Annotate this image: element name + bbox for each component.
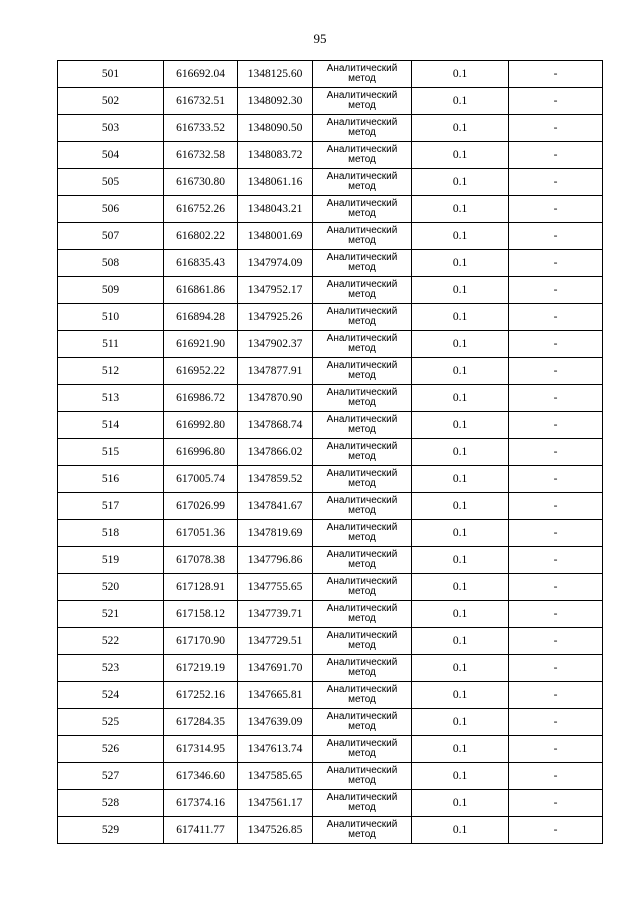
accuracy-cell: 0.1 [412, 682, 509, 709]
method-cell: Аналитический метод [313, 790, 412, 817]
page-number: 95 [313, 31, 327, 46]
x-coordinate-cell: 617252.16 [164, 682, 238, 709]
note-cell: - [509, 763, 603, 790]
table-row [58, 304, 603, 331]
point-number-cell: 503 [58, 115, 164, 142]
x-coordinate-cell: 616732.58 [164, 142, 238, 169]
method-cell: Аналитический метод [313, 169, 412, 196]
method-cell: Аналитический метод [313, 628, 412, 655]
y-coordinate-cell: 1348125.60 [238, 61, 313, 88]
x-coordinate-cell: 616692.04 [164, 61, 238, 88]
method-cell: Аналитический метод [313, 358, 412, 385]
accuracy-cell: 0.1 [412, 574, 509, 601]
x-coordinate-cell: 616952.22 [164, 358, 238, 385]
method-cell: Аналитический метод [313, 520, 412, 547]
x-coordinate-cell: 617346.60 [164, 763, 238, 790]
y-coordinate-cell: 1348092.30 [238, 88, 313, 115]
note-cell: - [509, 331, 603, 358]
accuracy-cell: 0.1 [412, 628, 509, 655]
coordinates-table-body [58, 61, 603, 844]
y-coordinate-cell: 1347796.86 [238, 547, 313, 574]
table-row [58, 439, 603, 466]
table-row [58, 115, 603, 142]
x-coordinate-cell: 616992.80 [164, 412, 238, 439]
accuracy-cell: 0.1 [412, 196, 509, 223]
method-cell: Аналитический метод [313, 250, 412, 277]
x-coordinate-cell: 617158.12 [164, 601, 238, 628]
y-coordinate-cell: 1347561.17 [238, 790, 313, 817]
y-coordinate-cell: 1347866.02 [238, 439, 313, 466]
method-cell: Аналитический метод [313, 277, 412, 304]
method-cell: Аналитический метод [313, 412, 412, 439]
note-cell: - [509, 601, 603, 628]
point-number-cell: 521 [58, 601, 164, 628]
accuracy-cell: 0.1 [412, 142, 509, 169]
y-coordinate-cell: 1348090.50 [238, 115, 313, 142]
note-cell: - [509, 142, 603, 169]
x-coordinate-cell: 616802.22 [164, 223, 238, 250]
y-coordinate-cell: 1347585.65 [238, 763, 313, 790]
table-row [58, 277, 603, 304]
table-row [58, 682, 603, 709]
point-number-cell: 508 [58, 250, 164, 277]
accuracy-cell: 0.1 [412, 520, 509, 547]
method-cell: Аналитический метод [313, 682, 412, 709]
table-row [58, 385, 603, 412]
accuracy-cell: 0.1 [412, 358, 509, 385]
method-cell: Аналитический метод [313, 466, 412, 493]
y-coordinate-cell: 1347859.52 [238, 466, 313, 493]
method-cell: Аналитический метод [313, 115, 412, 142]
method-cell: Аналитический метод [313, 331, 412, 358]
table-row [58, 142, 603, 169]
method-cell: Аналитический метод [313, 385, 412, 412]
point-number-cell: 501 [58, 61, 164, 88]
method-cell: Аналитический метод [313, 223, 412, 250]
method-cell: Аналитический метод [313, 574, 412, 601]
point-number-cell: 518 [58, 520, 164, 547]
x-coordinate-cell: 616861.86 [164, 277, 238, 304]
y-coordinate-cell: 1347729.51 [238, 628, 313, 655]
y-coordinate-cell: 1347639.09 [238, 709, 313, 736]
x-coordinate-cell: 617411.77 [164, 817, 238, 844]
point-number-cell: 528 [58, 790, 164, 817]
point-number-cell: 505 [58, 169, 164, 196]
y-coordinate-cell: 1348043.21 [238, 196, 313, 223]
point-number-cell: 507 [58, 223, 164, 250]
y-coordinate-cell: 1347819.69 [238, 520, 313, 547]
table-row [58, 763, 603, 790]
accuracy-cell: 0.1 [412, 736, 509, 763]
table-row [58, 250, 603, 277]
note-cell: - [509, 574, 603, 601]
y-coordinate-cell: 1347877.91 [238, 358, 313, 385]
note-cell: - [509, 385, 603, 412]
x-coordinate-cell: 617219.19 [164, 655, 238, 682]
point-number-cell: 519 [58, 547, 164, 574]
x-coordinate-cell: 617170.90 [164, 628, 238, 655]
y-coordinate-cell: 1347870.90 [238, 385, 313, 412]
note-cell: - [509, 169, 603, 196]
note-cell: - [509, 520, 603, 547]
x-coordinate-cell: 616921.90 [164, 331, 238, 358]
accuracy-cell: 0.1 [412, 547, 509, 574]
accuracy-cell: 0.1 [412, 709, 509, 736]
y-coordinate-cell: 1347974.09 [238, 250, 313, 277]
note-cell: - [509, 115, 603, 142]
point-number-cell: 510 [58, 304, 164, 331]
point-number-cell: 520 [58, 574, 164, 601]
point-number-cell: 514 [58, 412, 164, 439]
point-number-cell: 522 [58, 628, 164, 655]
x-coordinate-cell: 616752.26 [164, 196, 238, 223]
table-row [58, 223, 603, 250]
note-cell: - [509, 736, 603, 763]
note-cell: - [509, 61, 603, 88]
x-coordinate-cell: 616835.43 [164, 250, 238, 277]
accuracy-cell: 0.1 [412, 88, 509, 115]
note-cell: - [509, 277, 603, 304]
point-number-cell: 506 [58, 196, 164, 223]
accuracy-cell: 0.1 [412, 655, 509, 682]
table-row [58, 412, 603, 439]
accuracy-cell: 0.1 [412, 277, 509, 304]
note-cell: - [509, 547, 603, 574]
y-coordinate-cell: 1348083.72 [238, 142, 313, 169]
method-cell: Аналитический метод [313, 763, 412, 790]
y-coordinate-cell: 1347925.26 [238, 304, 313, 331]
x-coordinate-cell: 617026.99 [164, 493, 238, 520]
accuracy-cell: 0.1 [412, 115, 509, 142]
x-coordinate-cell: 617314.95 [164, 736, 238, 763]
y-coordinate-cell: 1347739.71 [238, 601, 313, 628]
point-number-cell: 509 [58, 277, 164, 304]
x-coordinate-cell: 616732.51 [164, 88, 238, 115]
accuracy-cell: 0.1 [412, 223, 509, 250]
point-number-cell: 526 [58, 736, 164, 763]
method-cell: Аналитический метод [313, 61, 412, 88]
note-cell: - [509, 817, 603, 844]
note-cell: - [509, 358, 603, 385]
note-cell: - [509, 250, 603, 277]
accuracy-cell: 0.1 [412, 331, 509, 358]
accuracy-cell: 0.1 [412, 817, 509, 844]
method-cell: Аналитический метод [313, 88, 412, 115]
table-row [58, 817, 603, 844]
method-cell: Аналитический метод [313, 709, 412, 736]
table-row [58, 574, 603, 601]
point-number-cell: 525 [58, 709, 164, 736]
x-coordinate-cell: 616996.80 [164, 439, 238, 466]
accuracy-cell: 0.1 [412, 250, 509, 277]
note-cell: - [509, 223, 603, 250]
y-coordinate-cell: 1347613.74 [238, 736, 313, 763]
x-coordinate-cell: 617284.35 [164, 709, 238, 736]
y-coordinate-cell: 1347665.81 [238, 682, 313, 709]
note-cell: - [509, 709, 603, 736]
point-number-cell: 523 [58, 655, 164, 682]
table-row [58, 358, 603, 385]
x-coordinate-cell: 616986.72 [164, 385, 238, 412]
y-coordinate-cell: 1347868.74 [238, 412, 313, 439]
note-cell: - [509, 493, 603, 520]
accuracy-cell: 0.1 [412, 385, 509, 412]
point-number-cell: 504 [58, 142, 164, 169]
accuracy-cell: 0.1 [412, 790, 509, 817]
y-coordinate-cell: 1347526.85 [238, 817, 313, 844]
table-row [58, 61, 603, 88]
x-coordinate-cell: 616894.28 [164, 304, 238, 331]
point-number-cell: 502 [58, 88, 164, 115]
table-row [58, 790, 603, 817]
point-number-cell: 515 [58, 439, 164, 466]
note-cell: - [509, 412, 603, 439]
table-row [58, 736, 603, 763]
table-row [58, 466, 603, 493]
x-coordinate-cell: 617051.36 [164, 520, 238, 547]
accuracy-cell: 0.1 [412, 61, 509, 88]
accuracy-cell: 0.1 [412, 601, 509, 628]
note-cell: - [509, 682, 603, 709]
point-number-cell: 524 [58, 682, 164, 709]
method-cell: Аналитический метод [313, 304, 412, 331]
note-cell: - [509, 196, 603, 223]
method-cell: Аналитический метод [313, 817, 412, 844]
point-number-cell: 512 [58, 358, 164, 385]
y-coordinate-cell: 1348001.69 [238, 223, 313, 250]
accuracy-cell: 0.1 [412, 466, 509, 493]
table-row [58, 547, 603, 574]
x-coordinate-cell: 617005.74 [164, 466, 238, 493]
table-row [58, 331, 603, 358]
y-coordinate-cell: 1347952.17 [238, 277, 313, 304]
y-coordinate-cell: 1347841.67 [238, 493, 313, 520]
note-cell: - [509, 88, 603, 115]
point-number-cell: 513 [58, 385, 164, 412]
note-cell: - [509, 790, 603, 817]
point-number-cell: 527 [58, 763, 164, 790]
point-number-cell: 511 [58, 331, 164, 358]
note-cell: - [509, 628, 603, 655]
accuracy-cell: 0.1 [412, 412, 509, 439]
table-row [58, 169, 603, 196]
table-row [58, 493, 603, 520]
x-coordinate-cell: 616733.52 [164, 115, 238, 142]
coordinates-table [57, 60, 603, 844]
y-coordinate-cell: 1348061.16 [238, 169, 313, 196]
method-cell: Аналитический метод [313, 655, 412, 682]
method-cell: Аналитический метод [313, 736, 412, 763]
method-cell: Аналитический метод [313, 196, 412, 223]
table-row [58, 709, 603, 736]
table-row [58, 601, 603, 628]
table-row [58, 520, 603, 547]
y-coordinate-cell: 1347755.65 [238, 574, 313, 601]
x-coordinate-cell: 617078.38 [164, 547, 238, 574]
note-cell: - [509, 439, 603, 466]
method-cell: Аналитический метод [313, 142, 412, 169]
x-coordinate-cell: 616730.80 [164, 169, 238, 196]
table-row [58, 196, 603, 223]
y-coordinate-cell: 1347902.37 [238, 331, 313, 358]
y-coordinate-cell: 1347691.70 [238, 655, 313, 682]
accuracy-cell: 0.1 [412, 304, 509, 331]
accuracy-cell: 0.1 [412, 493, 509, 520]
point-number-cell: 516 [58, 466, 164, 493]
method-cell: Аналитический метод [313, 439, 412, 466]
table-row [58, 88, 603, 115]
x-coordinate-cell: 617374.16 [164, 790, 238, 817]
x-coordinate-cell: 617128.91 [164, 574, 238, 601]
accuracy-cell: 0.1 [412, 439, 509, 466]
method-cell: Аналитический метод [313, 601, 412, 628]
table-row [58, 655, 603, 682]
note-cell: - [509, 304, 603, 331]
point-number-cell: 517 [58, 493, 164, 520]
point-number-cell: 529 [58, 817, 164, 844]
accuracy-cell: 0.1 [412, 169, 509, 196]
note-cell: - [509, 655, 603, 682]
accuracy-cell: 0.1 [412, 763, 509, 790]
note-cell: - [509, 466, 603, 493]
method-cell: Аналитический метод [313, 493, 412, 520]
table-row [58, 628, 603, 655]
method-cell: Аналитический метод [313, 547, 412, 574]
